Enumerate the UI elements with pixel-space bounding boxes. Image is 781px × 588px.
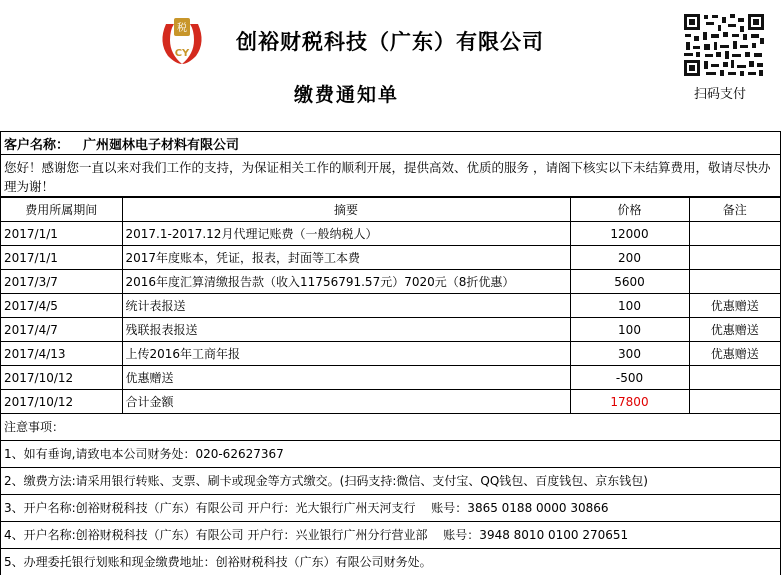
total-row — [1, 390, 780, 414]
greeting-text: 您好！感谢您一直以来对我们工作的支持，为保证相关工作的顺利开展，提供高效、优质的服务 ，请阁下核实以下未结算费用，敬请尽快办理为谢！ — [1, 155, 780, 197]
row-summary: 上传2016年工商年报 — [122, 342, 570, 366]
table-row — [1, 366, 780, 390]
svg-text:税: 税 — [177, 23, 187, 34]
note-item: 1、如有垂询,请致电本公司财务处：020-62627367 — [1, 441, 780, 468]
table-row — [1, 270, 780, 294]
note-item: 2、缴费方法:请采用银行转账、支票、刷卡或现金等方式缴交。(扫码支持:微信、支付宝、QQ钱包、百度钱包、京东钱包) — [1, 468, 780, 495]
document-title: 缴费通知单 — [294, 84, 400, 106]
total-note — [689, 390, 780, 414]
row-period: 2017/10/12 — [1, 366, 122, 390]
table-row — [1, 318, 780, 342]
row-summary: 2017年度账本，凭证，报表，封面等工本费 — [122, 246, 570, 270]
row-note — [689, 222, 780, 246]
table-row — [1, 294, 780, 318]
customer-label: 客户名称： — [4, 137, 70, 153]
table-header-row — [1, 198, 780, 222]
row-note — [689, 366, 780, 390]
customer-name: 广州廻林电子材料有限公司 — [83, 137, 240, 153]
row-period: 2017/4/13 — [1, 342, 122, 366]
row-note: 优惠赠送 — [689, 294, 780, 318]
header-price: 价格 — [570, 198, 689, 222]
table-row — [1, 222, 780, 246]
note-item: 3、开户名称:创裕财税科技（广东）有限公司 开户行：光大银行广州天河支行 账号：3865 0188 0000 30866 — [1, 495, 780, 522]
row-note: 优惠赠送 — [689, 342, 780, 366]
row-period: 2017/4/5 — [1, 294, 122, 318]
qr-label: 扫码支付 — [694, 87, 747, 102]
row-note — [689, 270, 780, 294]
customer-row — [1, 132, 780, 155]
fee-table — [1, 197, 780, 414]
table-row — [1, 342, 780, 366]
row-summary: 优惠赠送 — [122, 366, 570, 390]
row-note: 优惠赠送 — [689, 318, 780, 342]
note-item: 4、开户名称:创裕财税科技（广东）有限公司 开户行：兴业银行广州分行营业部 账号：3948 8010 0100 270651 — [1, 522, 780, 549]
note-item: 5、办理委托银行划账和现金缴费地址：创裕财税科技（广东）有限公司财务处。 — [4, 555, 432, 569]
row-period: 2017/4/7 — [1, 318, 122, 342]
company-logo — [156, 14, 208, 66]
table-row — [1, 246, 780, 270]
row-period: 2017/1/1 — [1, 222, 122, 246]
row-price: 100 — [570, 294, 689, 318]
notes-section — [1, 414, 780, 575]
row-period: 2017/3/7 — [1, 270, 122, 294]
row-summary: 统计表报送 — [122, 294, 570, 318]
total-amount: 17800 — [570, 390, 689, 414]
row-price: 200 — [570, 246, 689, 270]
header-summary: 摘要 — [122, 198, 570, 222]
header-period: 费用所属期间 — [1, 198, 122, 222]
row-price: 300 — [570, 342, 689, 366]
payment-qr-code[interactable] — [682, 12, 766, 78]
row-period: 2017/1/1 — [1, 246, 122, 270]
header-note: 备注 — [689, 198, 780, 222]
row-price: 5600 — [570, 270, 689, 294]
row-summary: 2016年度汇算清缴报告款（收入11756791.57元）7020元（8折优惠） — [122, 270, 570, 294]
row-price: -500 — [570, 366, 689, 390]
row-note — [689, 246, 780, 270]
notes-heading: 注意事项： — [1, 414, 780, 441]
notice-form — [0, 131, 781, 575]
logo-mark: CY — [174, 48, 190, 59]
row-price: 12000 — [570, 222, 689, 246]
row-price: 100 — [570, 318, 689, 342]
total-period: 2017/10/12 — [1, 390, 122, 414]
row-summary: 2017.1-2017.12月代理记账费（一般纳税人） — [122, 222, 570, 246]
row-summary: 残联报表报送 — [122, 318, 570, 342]
company-name: 创裕财税科技（广东）有限公司 — [236, 29, 544, 54]
total-label: 合计金额 — [122, 390, 570, 414]
